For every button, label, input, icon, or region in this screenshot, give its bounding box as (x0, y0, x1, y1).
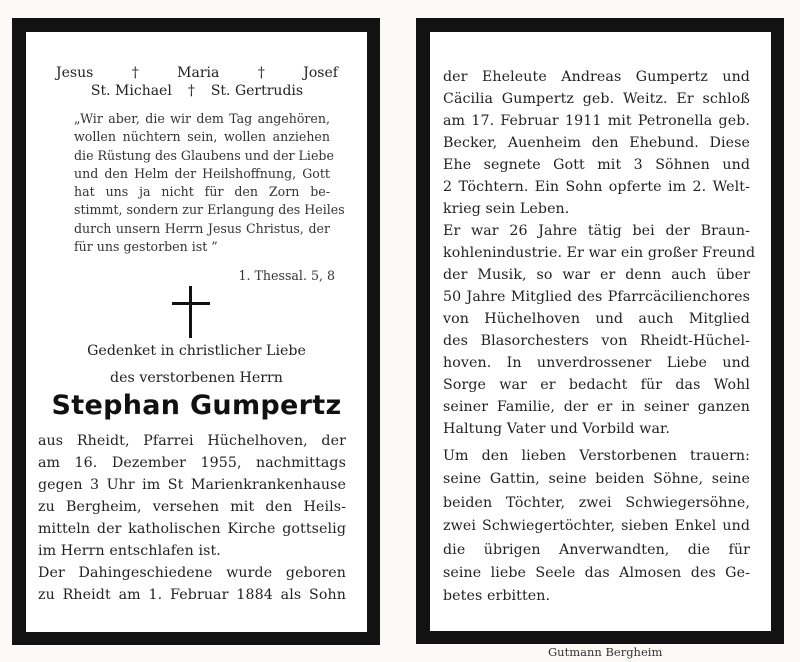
text-line: von Hüchelhoven und auch Mitglied (443, 311, 750, 327)
text-line: Becker, Auenheim den Ehebund. Diese (443, 135, 750, 151)
text-line: des Blasorchesters von Rheidt-Hüchel- (443, 333, 750, 349)
text-line: aus Rheidt, Pfarrei Hüchelhoven, der (38, 433, 346, 449)
text-line: zu Bergheim, versehen mit den Heils- (38, 499, 346, 515)
text-line: am 16. Dezember 1955, nachmittags (38, 455, 346, 471)
quote-line: für uns gestorben ist ” (74, 239, 218, 255)
text-line: 50 Jahre Mitglied des Pfarrcäcilienchores (443, 289, 750, 305)
quote-line: durch unsern Herrn Jesus Christus, der (74, 220, 330, 236)
text-line: Ehe segnete Gott mit 3 Söhnen und (443, 157, 750, 173)
cross-icon: † (257, 65, 265, 81)
cross-icon: † (187, 83, 195, 99)
saint-gertrudis: St. Gertrudis (210, 83, 304, 99)
biography-text (443, 66, 756, 440)
text-line: 2 Töchtern. Ein Sohn opferte im 2. Welt- (443, 179, 750, 195)
text-line: mitteln der katholischen Kirche gottselig (38, 521, 346, 537)
text-line: beiden Töchter, zwei Schwiegersöhne, (443, 494, 750, 511)
quote-line: „Wir aber, die wir dem Tag angehören, (74, 111, 330, 126)
latin-cross-icon (172, 286, 208, 338)
quote-line: hat uns ja nicht für den Zorn be- (74, 184, 330, 200)
saint-maria: Maria (177, 65, 220, 81)
scripture-quote (74, 110, 345, 256)
commemoration-line-1: Gedenket in christlicher Liebe (87, 343, 306, 359)
quote-line: und den Helm der Heilshoffnung, Gott (74, 165, 330, 181)
memorial-card-back (416, 18, 784, 644)
text-line: seiner Familie, der er in seiner ganzen (443, 399, 750, 415)
text-line: hoven. In unverdrossener Liebe und (443, 355, 750, 371)
text-line: zu Rheidt am 1. Februar 1884 als Sohn (38, 587, 346, 603)
saint-josef: Josef (303, 65, 338, 81)
saint-jesus: Jesus (56, 65, 94, 81)
text-line: im Herrn entschlafen ist. (38, 543, 221, 559)
card-back-panel (430, 32, 771, 631)
saints-row-1 (56, 65, 338, 81)
text-line: Cäcilia Gumpertz geb. Weitz. Er schloß (443, 91, 750, 107)
saints-header (56, 65, 338, 99)
text-line: zwei Schwiegertöchter, sieben Enkel und (443, 518, 750, 535)
printer-imprint: Gutmann Bergheim (548, 645, 663, 659)
text-line: krieg sein Leben. (443, 201, 570, 217)
memorial-card-front (12, 18, 380, 645)
text-line: die übrigen Anverwandten, die für (443, 541, 750, 558)
quote-line: die Rüstung des Glaubens und der Liebe (74, 147, 334, 163)
text-line: Sorge war er bedacht für das Wohl (443, 377, 750, 393)
text-line: der Musik, so war er denn auch über (443, 267, 750, 283)
card-front-panel (26, 32, 367, 632)
text-line: Um den lieben Verstorbenen trauern: (443, 448, 750, 464)
cross-icon: † (131, 65, 139, 81)
saints-row-2 (56, 83, 338, 99)
deceased-name: Stephan Gumpertz (51, 390, 342, 421)
text-line: der Eheleute Andreas Gumpertz und (443, 69, 750, 85)
scripture-reference: 1. Thessal. 5, 8 (238, 268, 335, 283)
text-line: betes erbitten. (443, 588, 551, 605)
quote-line: stimmt, sondern zur Erlangung des Heiles (74, 202, 345, 218)
text-line: Der Dahingeschiedene wurde geboren (38, 565, 346, 581)
text-line: seine liebe Seele das Almosen des Ge- (443, 565, 750, 582)
quote-line: wollen nüchtern sein, wollen anziehen (74, 129, 330, 145)
saint-michael: St. Michael (90, 83, 172, 99)
text-line: kohlenindustrie. Er war ein großer Freund (443, 245, 756, 261)
mourners-text (443, 445, 750, 609)
text-line: gegen 3 Uhr im St Marienkrankenhause (38, 477, 346, 493)
text-line: seine Gattin, seine beiden Söhne, seine (443, 471, 750, 488)
death-notice-text (38, 430, 346, 606)
commemoration-line-2: des verstorbenen Herrn (110, 370, 283, 386)
text-line: Haltung Vater und Vorbild war. (443, 421, 670, 437)
text-line: Er war 26 Jahre tätig bei der Braun- (443, 223, 750, 239)
text-line: am 17. Februar 1911 mit Petronella geb. (443, 113, 750, 129)
